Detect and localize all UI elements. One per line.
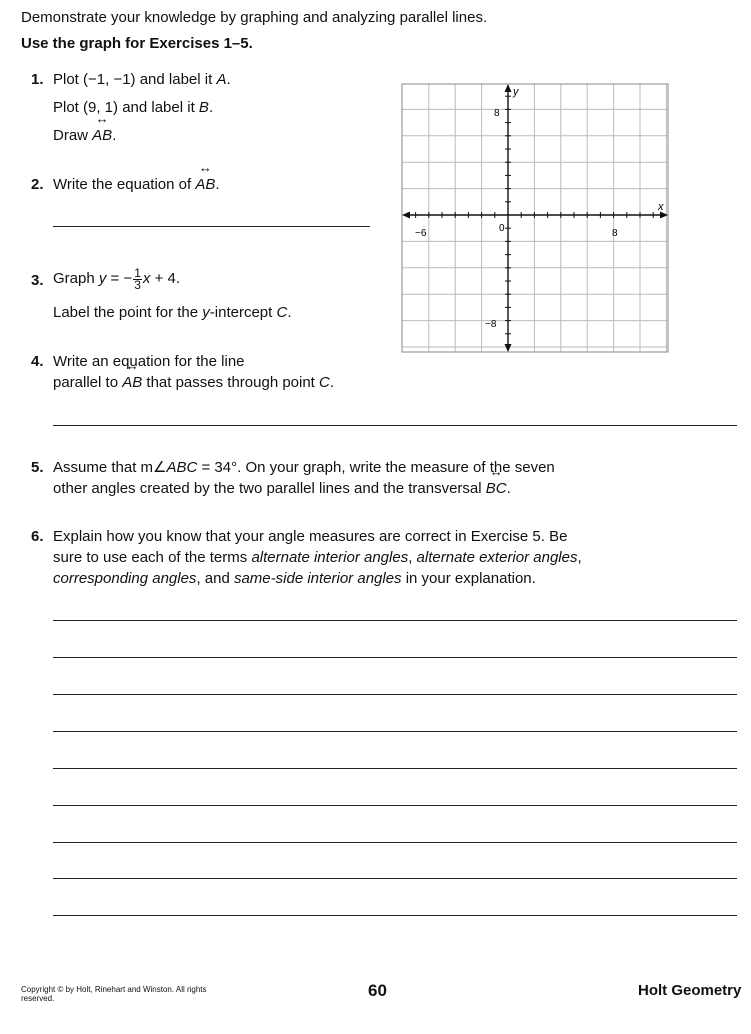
- page-number: 60: [368, 981, 387, 1000]
- ex5-text-period: .: [506, 480, 511, 497]
- answer-line-6-1[interactable]: [53, 620, 737, 621]
- ex6-text-a: sure to use each of the terms: [53, 549, 252, 566]
- exercise-1: [31, 69, 44, 90]
- line-bc-notation: ↔ BC: [486, 478, 507, 499]
- ex3-text-e: .: [287, 304, 292, 321]
- exercise-1-line-1: [53, 69, 231, 90]
- ex4-text-c: that passes through point: [142, 374, 320, 391]
- ex5-angle-abc: ABC: [166, 459, 198, 476]
- line-ab-notation: ↔ AB: [122, 372, 142, 393]
- ex3-text-a: Label the point for the: [53, 304, 203, 321]
- y-axis-arrow-down: [505, 344, 512, 352]
- coordinate-grid[interactable]: [400, 82, 670, 357]
- intro-text: Demonstrate your knowledge by graphing and analyzing parallel lines.: [21, 9, 488, 26]
- term-alt-exterior: alternate exterior angles: [416, 549, 578, 566]
- ex1-point-a: A: [216, 71, 227, 88]
- exercise-3-line-2: [53, 302, 292, 323]
- tick-label-neg6: −6: [415, 228, 427, 239]
- exercise-5: [31, 457, 44, 478]
- ex3-text-c: -intercept: [209, 304, 277, 321]
- answer-line-6-4[interactable]: [53, 731, 737, 732]
- answer-line-6-5[interactable]: [53, 768, 737, 769]
- ex6-comma-2: ,: [577, 549, 582, 566]
- ex3-point-c: C: [276, 304, 288, 321]
- answer-line-6-6[interactable]: [53, 805, 737, 806]
- exercise-6-line-1: Explain how you know that your angle measures are correct in Exercise 5. Be: [53, 528, 568, 545]
- exercise-4-line-1: Write an equation for the line: [53, 353, 245, 370]
- answer-line-6-3[interactable]: [53, 694, 737, 695]
- tick-label-neg8: −8: [485, 319, 497, 330]
- ex3-tail: + 4.: [150, 270, 181, 287]
- exercise-1-number: 1.: [31, 71, 44, 88]
- exercise-4-number: 4.: [31, 353, 44, 370]
- exercise-6: [31, 526, 44, 547]
- ex2-text-c: .: [215, 176, 220, 193]
- ex4-text-a: parallel to: [53, 374, 123, 391]
- term-corresponding: corresponding angles: [53, 570, 197, 587]
- ex1-text-c: .: [226, 71, 231, 88]
- ex1-text-draw: Draw: [53, 127, 93, 144]
- exercise-6-line-2: [53, 547, 582, 568]
- x-axis-arrow-left: [402, 212, 410, 219]
- exercise-2: [31, 174, 44, 195]
- ex6-comma: ,: [408, 549, 417, 566]
- answer-line-2[interactable]: [53, 226, 370, 227]
- tick-label-8-y: 8: [494, 108, 500, 119]
- ex4-text-e: .: [329, 374, 335, 391]
- line-ab-notation: ↔ AB: [195, 174, 215, 195]
- subintro-text: Use the graph for Exercises 1–5.: [21, 35, 253, 52]
- fraction-numerator: 1: [134, 265, 141, 280]
- term-alt-interior: alternate interior angles: [251, 549, 409, 566]
- ex1-text-b: Plot (9, 1) and label it: [53, 99, 199, 116]
- exercise-1-line-3: [53, 125, 116, 146]
- ex3-x-var: x: [142, 270, 151, 287]
- ex3-text-graph: Graph: [53, 270, 99, 287]
- ex5-text-b: other angles created by the two parallel lines and the transversal: [53, 480, 486, 497]
- exercise-1-line-2: [53, 97, 213, 118]
- copyright-notice: Copyright © by Holt, Rinehart and Winston. All rights reserved.: [21, 985, 207, 1003]
- ex6-and: , and: [196, 570, 234, 587]
- y-axis-arrow-up: [505, 84, 512, 92]
- tick-label-origin: 0: [499, 223, 505, 234]
- ex1-point-b: B: [198, 99, 209, 116]
- ex3-y-var: y: [98, 270, 107, 287]
- exercise-5-line-2: [53, 478, 511, 499]
- ex1-text-period: .: [112, 127, 117, 144]
- book-title: Holt Geometry: [638, 982, 742, 999]
- y-axis-label: y: [513, 86, 519, 98]
- exercise-4-line-2: [53, 372, 334, 393]
- answer-line-4[interactable]: [53, 425, 737, 426]
- tick-label-8-x: 8: [612, 228, 618, 239]
- exercise-5-number: 5.: [31, 459, 44, 476]
- ex3-equals: = −: [106, 270, 133, 287]
- exercise-6-number: 6.: [31, 528, 44, 545]
- answer-line-6-7[interactable]: [53, 842, 737, 843]
- fraction-one-third: [133, 265, 142, 292]
- ex5-text-c: = 34°. On your graph, write the measure of the seven: [197, 459, 555, 476]
- exercise-3: [31, 270, 44, 291]
- ex6-tail: in your explanation.: [401, 570, 536, 587]
- ex4-point-c: C: [319, 374, 330, 391]
- exercise-3-line-1: [53, 264, 180, 294]
- ex1-text-a: Plot (−1, −1) and label it: [53, 71, 217, 88]
- ex1-text-d: .: [208, 99, 214, 116]
- exercise-4: [31, 351, 44, 372]
- exercise-2-text: [53, 174, 220, 195]
- exercise-6-line-3: [53, 568, 536, 589]
- exercise-3-number: 3.: [31, 272, 44, 289]
- line-ab-notation: ↔ AB: [92, 125, 112, 146]
- answer-line-6-9[interactable]: [53, 915, 737, 916]
- exercise-5-line-1: [53, 457, 555, 478]
- answer-line-6-2[interactable]: [53, 657, 737, 658]
- exercise-2-number: 2.: [31, 176, 44, 193]
- x-axis-label: x: [658, 201, 664, 213]
- term-same-side: same-side interior angles: [233, 570, 402, 587]
- ex5-text-a: Assume that m∠: [53, 459, 167, 476]
- fraction-denominator: 3: [134, 277, 141, 292]
- ex2-text-a: Write the equation of: [53, 176, 196, 193]
- answer-line-6-8[interactable]: [53, 878, 737, 879]
- ex3-text-y: y: [202, 304, 210, 321]
